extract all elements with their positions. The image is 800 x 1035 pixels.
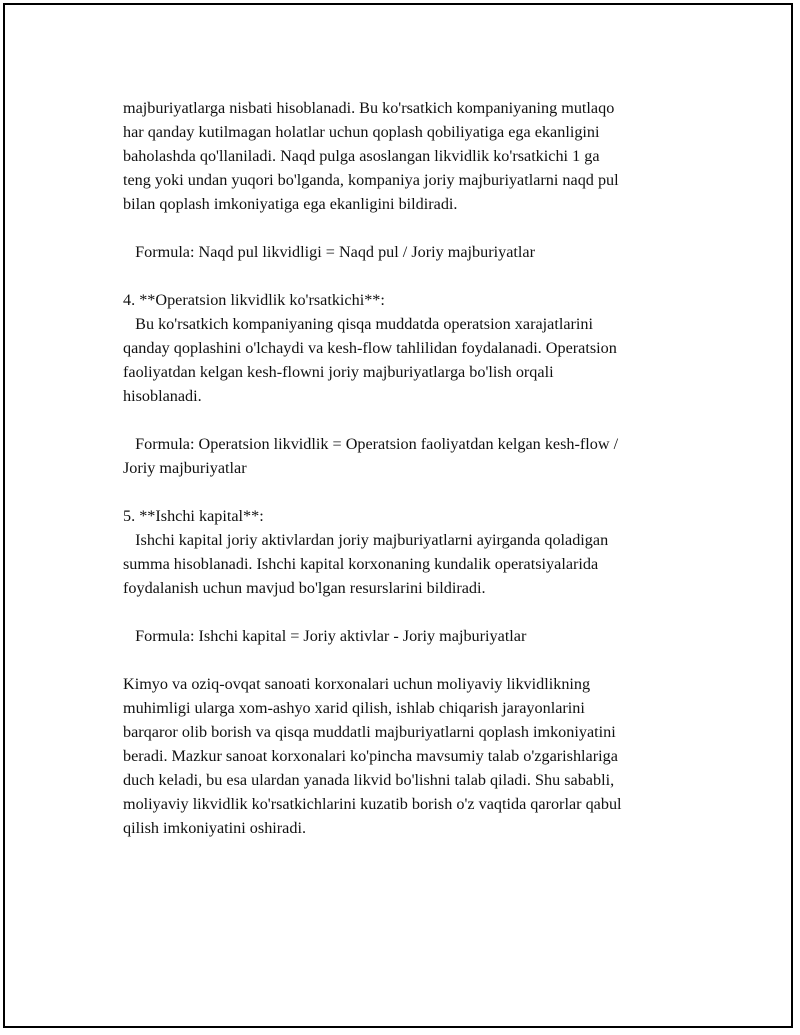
text-line: summa hisoblanadi. Ishchi kapital korxonaning kundalik operatsiyalarida [123,555,599,573]
page-frame [3,3,793,1028]
formula-cash-liquidity [123,240,693,264]
text-line: teng yoki undan yuqori bo'lganda, kompaniya joriy majburiyatlarni naqd pul [123,171,619,189]
formula-working-capital [123,624,693,648]
blank-line [123,648,693,672]
section-heading: 4. **Operatsion likvidlik ko'rsatkichi**: [123,291,385,309]
text-line: hisoblanadi. [123,387,202,405]
text-line: Bu ko'rsatkich kompaniyaning qisqa muddatda operatsion xarajatlarini [123,315,593,333]
blank-line [123,264,693,288]
text-line: har qanday kutilmagan holatlar uchun qoplash qobiliyatiga ega ekanligini [123,123,600,141]
section-heading: 5. **Ishchi kapital**: [123,507,264,525]
text-line: baholashda qo'llaniladi. Naqd pulga asoslangan likvidlik ko'rsatkichi 1 ga [123,147,600,165]
text-line: duch keladi, bu esa ulardan yanada likvid bo'lishni talab qiladi. Shu sababli, [123,771,615,789]
text-line: Formula: Naqd pul likvidligi = Naqd pul / Joriy majburiyatlar [123,243,535,261]
text-line: barqaror olib borish va qisqa muddatli majburiyatlarni qoplash imkoniyatini [123,723,616,741]
section-operating-liquidity [123,288,693,408]
text-line: Ishchi kapital joriy aktivlardan joriy majburiyatlarni ayirganda qoladigan [123,531,609,549]
text-line: Kimyo va oziq-ovqat sanoati korxonalari uchun moliyaviy likvidlikning [123,675,591,693]
text-line: muhimligi ularga xom-ashyo xarid qilish, ishlab chiqarish jarayonlarini [123,699,585,717]
text-line: Formula: Operatsion likvidlik = Operatsion faoliyatdan kelgan kesh-flow / [123,435,619,453]
text-line: majburiyatlarga nisbati hisoblanadi. Bu ko'rsatkich kompaniyaning mutlaqo [123,99,615,117]
text-line: qilish imkoniyatini oshiradi. [123,819,307,837]
text-line: moliyaviy likvidlik ko'rsatkichlarini kuzatib borish o'z vaqtida qarorlar qabul [123,795,622,813]
text-line: faoliyatdan kelgan kesh-flowni joriy majburiyatlarga bo'lish orqali [123,363,554,381]
text-line: bilan qoplash imkoniyatiga ega ekanligini bildiradi. [123,195,458,213]
paragraph-industry-conclusion [123,672,693,840]
paragraph-cash-ratio [123,96,693,216]
text-line: qanday qoplashini o'lchaydi va kesh-flow tahlilidan foydalanadi. Operatsion [123,339,617,357]
text-line: beradi. Mazkur sanoat korxonalari ko'pincha mavsumiy talab o'zgarishlariga [123,747,618,765]
text-line: foydalanish uchun mavjud bo'lgan resurslarini bildiradi. [123,579,486,597]
blank-line [123,600,693,624]
text-line: Formula: Ishchi kapital = Joriy aktivlar - Joriy majburiyatlar [123,627,527,645]
blank-line [123,216,693,240]
text-line: Joriy majburiyatlar [123,459,247,477]
page-content [123,96,693,840]
blank-line [123,408,693,432]
blank-line [123,480,693,504]
formula-operating-liquidity [123,432,693,480]
section-working-capital [123,504,693,600]
